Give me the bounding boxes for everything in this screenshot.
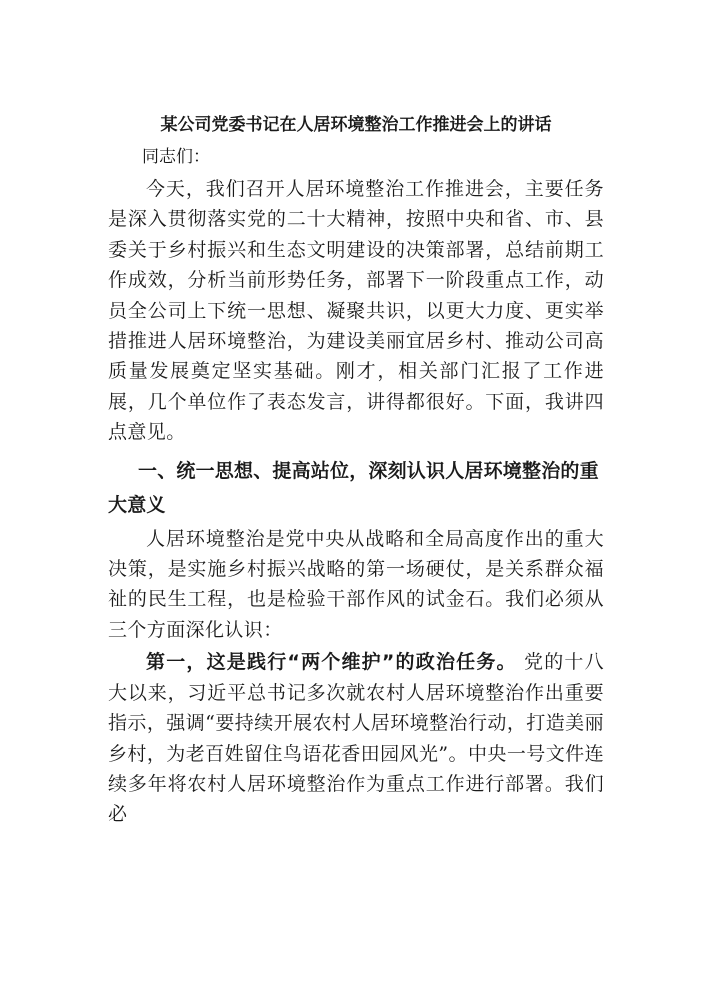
intro-paragraph: 今天，我们召开人居环境整治工作推进会，主要任务是深入贯彻落实党的二十大精神，按照中央和省、市、县委关于乡村振兴和生态文明建设的决策部署，总结前期工作成效，分析当前形势任务，部署下一阶段重点工作，动员全公司上下统一思想、凝聚共识，以更大力度、更实举措推进人居环境整治，为建设美丽宜居乡村、推动公司高质量发展奠定坚实基础。刚才，相关部门汇报了工作进展，几个单位作了表态发言，讲得都很好。下面，我讲四点意见。 [108,178,604,444]
point-1-lead: 第一，这是践行“两个维护”的政治任务。 [146,651,517,674]
point-1-text: 党的十八大以来，习近平总书记多次就农村人居环境整治作出重要指示，强调“要持续开展农村人居环境整治行动，打造美丽乡村，为老百姓留住鸟语花香田园风光”。中央一号文件连续多年将农村人居环境整治作为重点工作进行部署。我们必 [108,651,604,826]
section-1-heading: 一、统一思想、提高站位，深刻认识人居环境整治的重大意义 [108,459,599,516]
document-title: 某公司党委书记在人居环境整治工作推进会上的讲话 [160,115,552,135]
point-1-paragraph [108,647,604,829]
greeting: 同志们： [142,147,210,167]
section-1-paragraph: 人居环境整治是党中央从战略和全局高度作出的重大决策，是实施乡村振兴战略的第一场硬仗，是关系群众福祉的民生工程，也是检验干部作风的试金石。我们必须从三个方面深化认识： [108,527,604,641]
document-page [108,112,604,830]
